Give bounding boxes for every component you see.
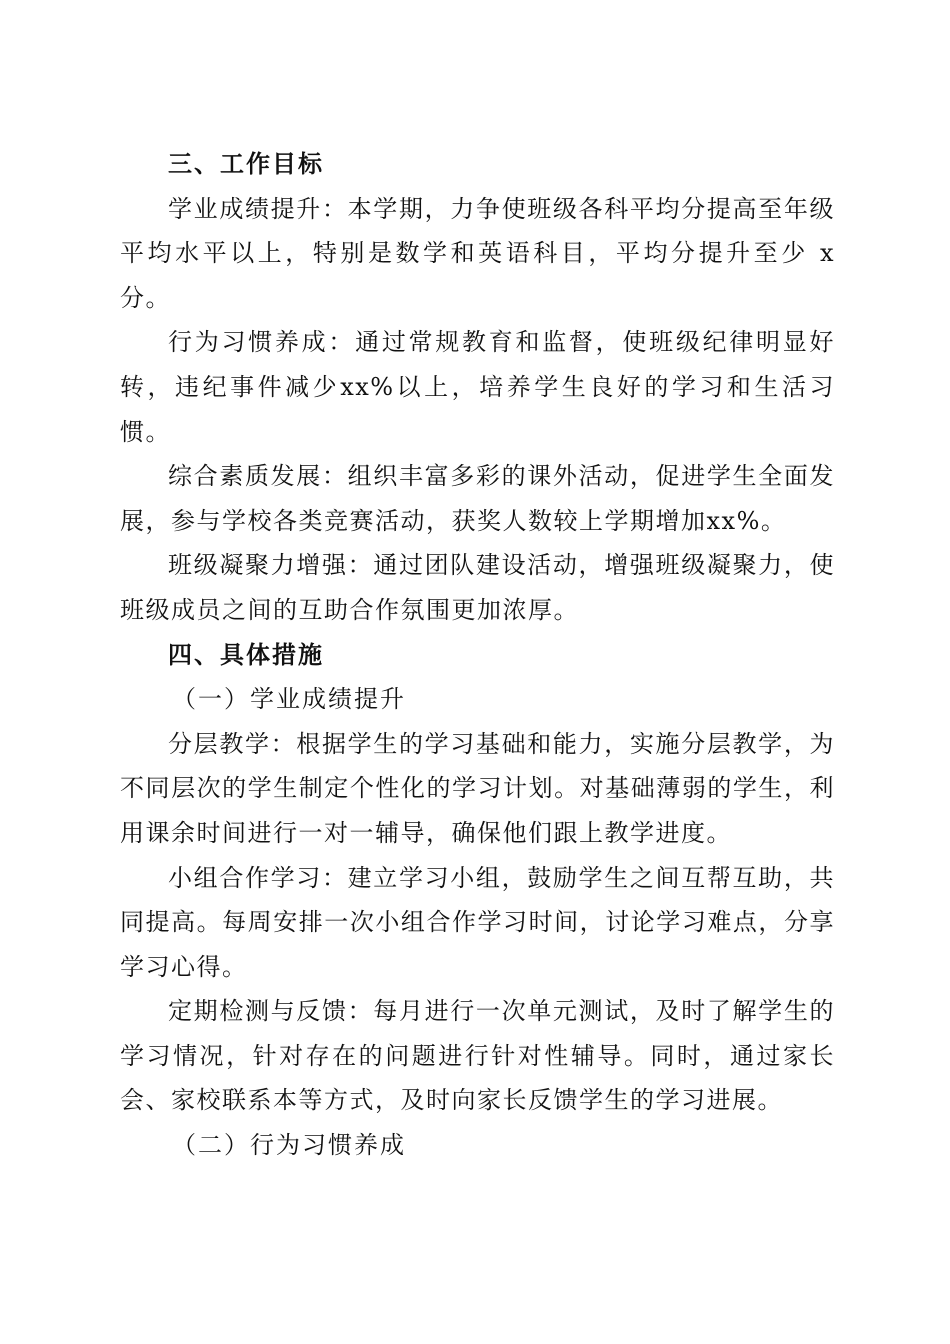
goal-cohesion: 班级凝聚力增强：通过团队建设活动，增强班级凝聚力，使班级成员之间的互助合作氛围更加浓厚。 [120, 551, 835, 624]
section-heading-goals: 三、工作目标 [168, 150, 324, 178]
subsection-heading-behavior: （二）行为习惯养成 [172, 1131, 406, 1160]
section-heading-measures: 四、具体措施 [168, 640, 324, 669]
measure-group-study: 小组合作学习：建立学习小组，鼓励学生之间互帮互助，共同提高。每周安排一次小组合作学习时间，讨论学习难点，分享学习心得。 [120, 863, 835, 981]
goal-behavior: 行为习惯养成：通过常规教育和监督，使班级纪律明显好转，违纪事件减少xx%以上，培养学生良好的学习和生活习惯。 [120, 328, 835, 446]
goal-academic: 学业成绩提升：本学期，力争使班级各科平均分提高至年级平均水平以上，特别是数学和英语科目，平均分提升至少 x 分。 [120, 194, 835, 312]
measure-testing-feedback: 定期检测与反馈：每月进行一次单元测试，及时了解学生的学习情况，针对存在的问题进行针对性辅导。同时，通过家长会、家校联系本等方式，及时向家长反馈学生的学习进展。 [120, 997, 835, 1115]
goal-quality: 综合素质发展：组织丰富多彩的课外活动，促进学生全面发展，参与学校各类竞赛活动，获奖人数较上学期增加xx%。 [120, 462, 835, 535]
measure-tiered-teaching: 分层教学：根据学生的学习基础和能力，实施分层教学，为不同层次的学生制定个性化的学习计划。对基础薄弱的学生，利用课余时间进行一对一辅导，确保他们跟上教学进度。 [120, 729, 835, 847]
subsection-heading-academic: （一）学业成绩提升 [172, 685, 406, 714]
document-body [120, 142, 835, 1168]
